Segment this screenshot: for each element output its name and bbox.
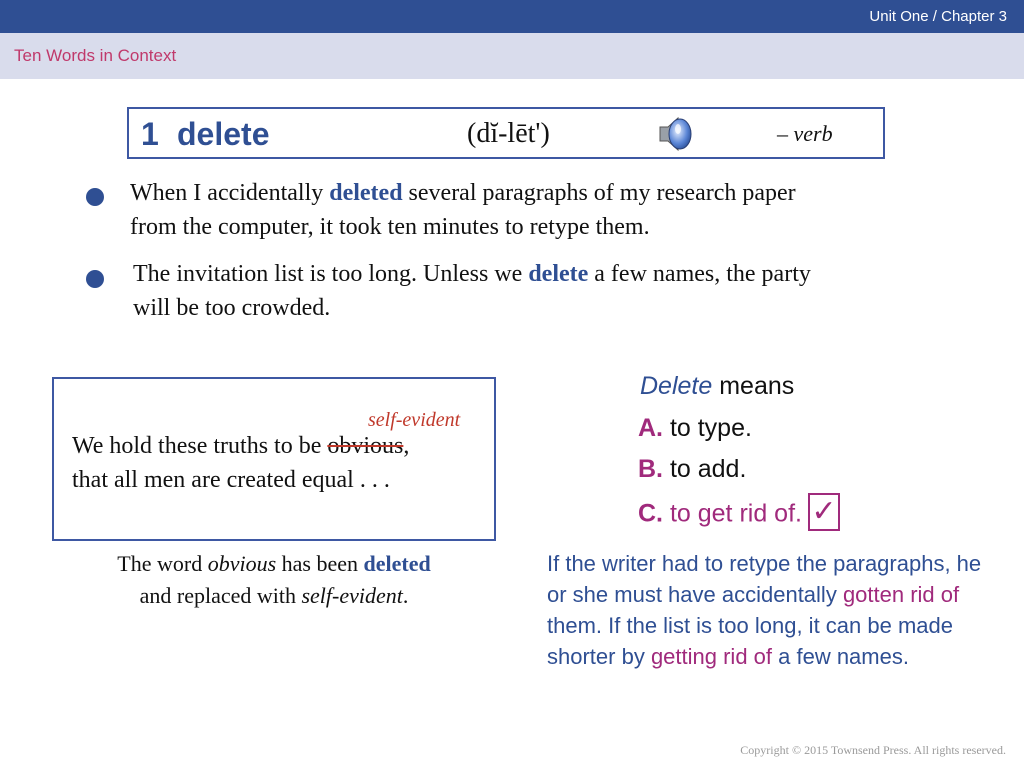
top-bar <box>0 0 1024 33</box>
example-box <box>52 377 496 541</box>
option-a[interactable]: A. to type. <box>638 414 752 442</box>
highlighted-word: delete <box>528 261 589 287</box>
struck-word: obvious <box>327 433 404 459</box>
example-line-2: that all men are created equal . . . <box>72 467 390 493</box>
example-line-1: We hold these truths to be obvious, <box>72 433 410 459</box>
bullet-2 <box>86 270 104 288</box>
section-bar <box>0 33 1024 79</box>
word-number: 1 <box>141 116 159 152</box>
pronunciation: (dĭ-lēt') <box>467 118 550 149</box>
word-header-box <box>127 107 885 159</box>
explanation-text: If the writer had to retype the paragraphs, he or she must have accidentally gotten rid of them. If the list is too long, it can be made shorter by getting rid of a few names. <box>547 551 982 669</box>
question-stem: Delete means <box>640 372 795 400</box>
replacement-word: self-evident <box>368 409 461 431</box>
bullet-1 <box>86 188 104 206</box>
vocabulary-word: delete <box>177 116 270 152</box>
option-b[interactable]: B. to add. <box>638 455 747 483</box>
option-c[interactable]: C. to get rid of. ✓ <box>638 496 840 534</box>
copyright: Copyright © 2015 Townsend Press. All rights reserved. <box>740 743 1006 757</box>
checkmark-icon: ✓ <box>808 493 840 531</box>
part-of-speech: – verb <box>777 121 833 146</box>
speaker-icon[interactable] <box>656 113 696 155</box>
highlighted-word: deleted <box>329 180 403 206</box>
unit-chapter-label: Unit One / Chapter 3 <box>869 8 1007 25</box>
example-caption: The word obvious has been deleted and replaced with self-evident. <box>117 551 431 608</box>
section-title: Ten Words in Context <box>14 46 177 65</box>
example-sentence-1: When I accidentally deleted several paragraphs of my research paper from the computer, it took ten minutes to retype them. <box>130 180 796 240</box>
example-sentence-2: The invitation list is too long. Unless we delete a few names, the party will be too crowded. <box>133 261 811 321</box>
